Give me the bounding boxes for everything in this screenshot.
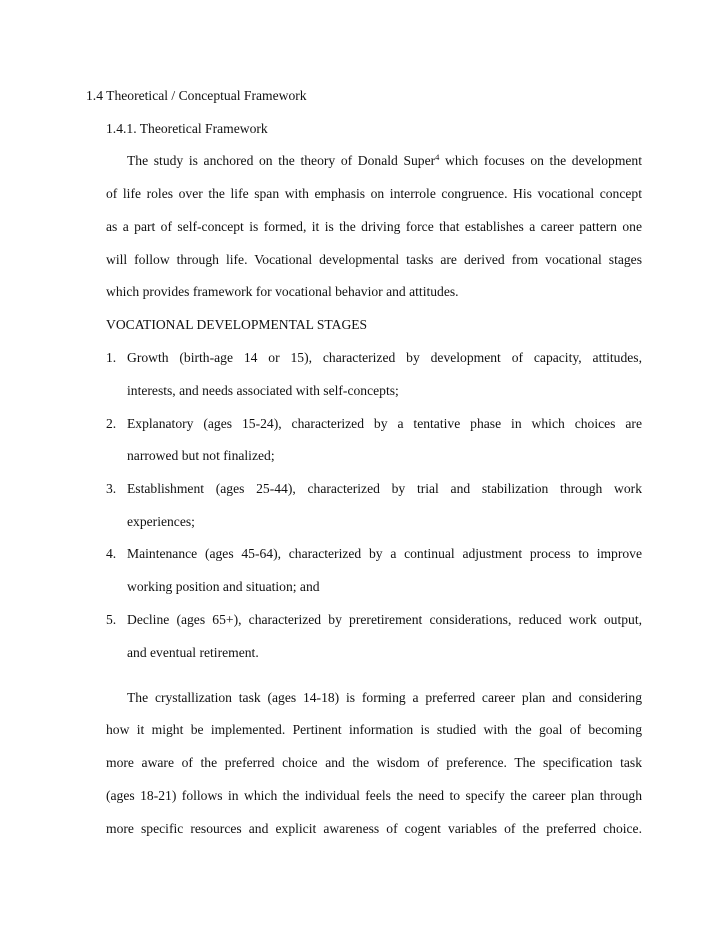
section-heading: 1.4 Theoretical / Conceptual Framework (86, 88, 307, 103)
stage-4-number: 4. (106, 546, 117, 561)
stage-2-number: 2. (106, 416, 117, 431)
stage-2-line1: Explanatory (ages 15-24), characterized by a tentative phase in which choices are (127, 416, 642, 431)
stage-5-line2: and eventual retirement. (127, 645, 259, 660)
stage-3-line1: Establishment (ages 25-44), characterized by trial and stabilization through work (127, 481, 642, 496)
paragraph1-line5: which provides framework for vocational behavior and attitudes. (106, 284, 459, 299)
stage-1-number: 1. (106, 350, 117, 365)
stage-3-line2: experiences; (127, 514, 195, 529)
paragraph1-line3: as a part of self-concept is formed, it is the driving force that establishes a career pattern one (106, 219, 642, 234)
stage-1-line2: interests, and needs associated with self-concepts; (127, 383, 399, 398)
paragraph1-line1 (127, 153, 642, 169)
paragraph2-line1: The crystallization task (ages 14-18) is forming a preferred career plan and considering (127, 690, 642, 705)
paragraph2-line4: (ages 18-21) follows in which the individual feels the need to specify the career plan through (106, 788, 642, 803)
stage-3-number: 3. (106, 481, 117, 496)
paragraph2-line2: how it might be implemented. Pertinent information is studied with the goal of becoming (106, 722, 642, 737)
stage-1-line1: Growth (birth-age 14 or 15), characterized by development of capacity, attitudes, (127, 350, 642, 365)
stages-heading: VOCATIONAL DEVELOPMENTAL STAGES (106, 317, 368, 332)
paragraph1-text-before-footnote: The study is anchored on the theory of Donald Super (127, 153, 436, 168)
paragraph2-line5: more specific resources and explicit awareness of cogent variables of the preferred choice. (106, 821, 642, 836)
paragraph1-text-after-footnote: which focuses on the development (439, 153, 642, 168)
stage-4-line2: working position and situation; and (127, 579, 320, 594)
footnote-reference: 4 (435, 152, 440, 162)
stage-5-line1: Decline (ages 65+), characterized by preretirement considerations, reduced work output, (127, 612, 642, 627)
paragraph2-line3: more aware of the preferred choice and the wisdom of preference. The specification task (106, 755, 642, 770)
paragraph1-line4: will follow through life. Vocational developmental tasks are derived from vocational stages (106, 252, 642, 267)
stage-4-line1: Maintenance (ages 45-64), characterized by a continual adjustment process to improve (127, 546, 642, 561)
subsection-heading: 1.4.1. Theoretical Framework (106, 121, 268, 136)
stage-2-line2: narrowed but not finalized; (127, 448, 275, 463)
stage-5-number: 5. (106, 612, 117, 627)
paragraph1-line2: of life roles over the life span with emphasis on interrole congruence. His vocational concept (106, 186, 642, 201)
